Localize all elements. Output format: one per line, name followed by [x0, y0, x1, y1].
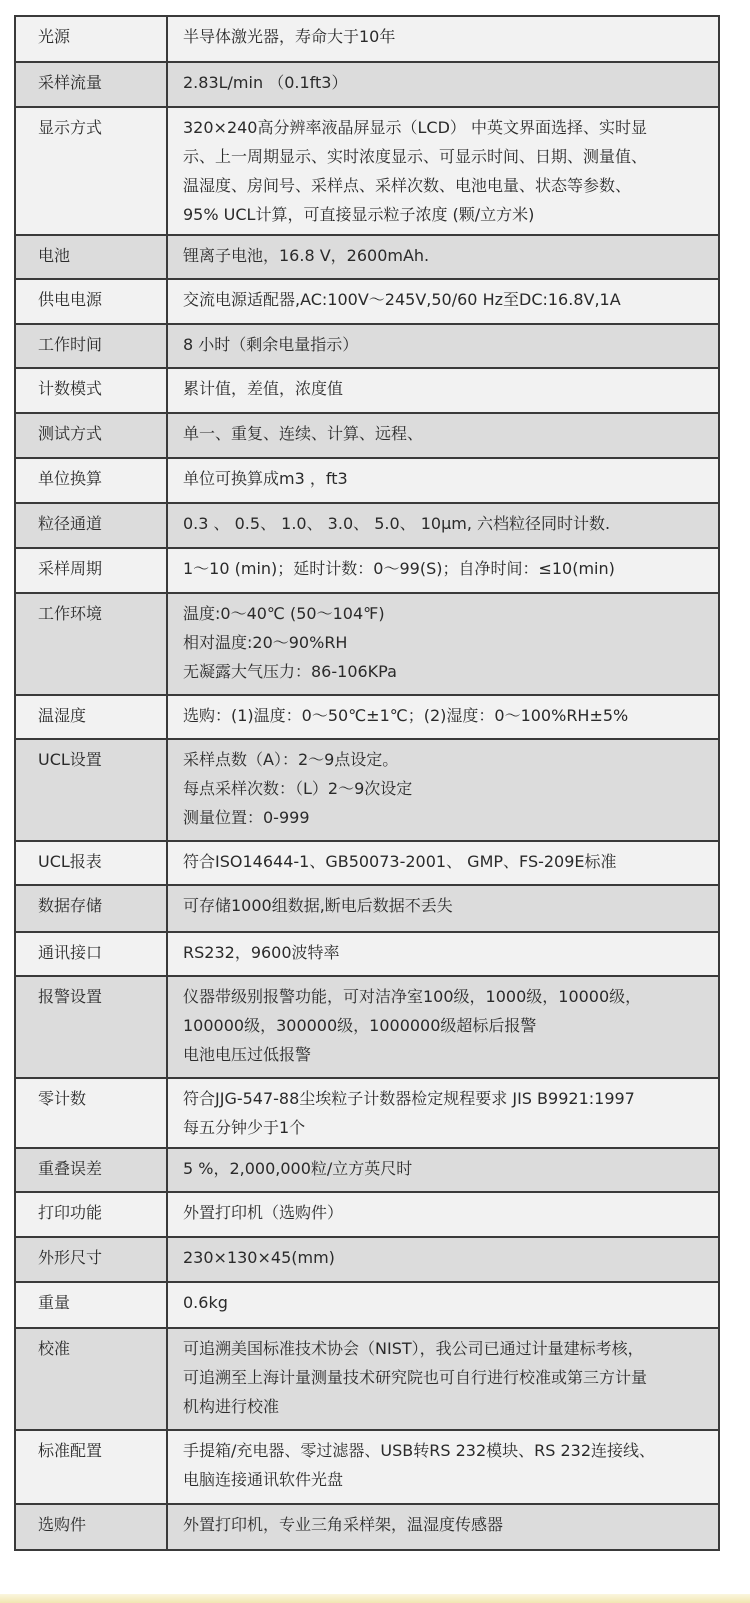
spec-row [15, 324, 719, 368]
spec-value-line: 手提箱/充电器、零过滤器、USB转RS 232模块、RS 232连接线、 [183, 1441, 656, 1460]
spec-label: UCL设置 [15, 739, 167, 841]
spec-label: 标准配置 [15, 1430, 167, 1504]
spec-value-line: 半导体激光器，寿命大于10年 [183, 27, 396, 46]
spec-value [167, 1430, 719, 1504]
spec-value-line: 每点采样次数：（L）2～9次设定 [183, 779, 413, 798]
spec-row [15, 885, 719, 932]
spec-row [15, 1078, 719, 1148]
spec-value-line: 单位可换算成m3 ，ft3 [183, 469, 348, 488]
spec-value-line: RS232，9600波特率 [183, 943, 340, 962]
spec-value [167, 235, 719, 279]
spec-label: 重叠误差 [15, 1148, 167, 1192]
spec-label: 重量 [15, 1282, 167, 1328]
spec-value-line: 电脑连接通讯软件光盘 [183, 1470, 344, 1489]
spec-label: 光源 [15, 16, 167, 62]
spec-value-line: 320×240高分辨率液晶屏显示（LCD） 中英文界面选择、实时显 [183, 118, 647, 137]
spec-row [15, 548, 719, 593]
spec-value [167, 695, 719, 739]
spec-value-line: 外置打印机（选购件） [183, 1203, 344, 1222]
spec-value-line: 2.83L/min （0.1ft3） [183, 73, 348, 92]
spec-value-line: 1～10 (min)；延时计数：0～99(S)；自净时间：≤10(min) [183, 559, 615, 578]
spec-label: 温湿度 [15, 695, 167, 739]
spec-value-line: 5 %，2,000,000粒/立方英尺时 [183, 1159, 413, 1178]
spec-label: 供电电源 [15, 279, 167, 324]
spec-value [167, 1078, 719, 1148]
spec-value-line: 交流电源适配器,AC:100V～245V,50/60 Hz至DC:16.8V,1A [183, 290, 621, 309]
spec-value-line: 可追溯至上海计量测量技术研究院也可自行进行校准或第三方计量 [183, 1368, 648, 1387]
spec-value-line: 单一、重复、连续、计算、远程、 [183, 424, 424, 443]
spec-value [167, 1237, 719, 1282]
spec-row [15, 739, 719, 841]
spec-value [167, 548, 719, 593]
spec-label: 计数模式 [15, 368, 167, 413]
spec-row [15, 1192, 719, 1237]
spec-value-line: 测量位置：0-999 [183, 808, 310, 827]
spec-row [15, 1237, 719, 1282]
spec-value-line: 温度:0～40℃ (50～104℉) [183, 604, 385, 623]
spec-value [167, 932, 719, 976]
spec-row [15, 107, 719, 235]
spec-row [15, 1148, 719, 1192]
spec-value-line: 机构进行校准 [183, 1397, 280, 1416]
spec-value [167, 413, 719, 458]
spec-row [15, 413, 719, 458]
spec-value-line: 符合ISO14644-1、GB50073-2001、 GMP、FS-209E标准 [183, 852, 617, 871]
spec-row [15, 1328, 719, 1430]
spec-value-line: 100000级，300000级，1000000级超标后报警 [183, 1016, 537, 1035]
spec-value-line: 每五分钟少于1个 [183, 1118, 306, 1137]
spec-label: 通讯接口 [15, 932, 167, 976]
spec-value [167, 1192, 719, 1237]
spec-row [15, 235, 719, 279]
spec-label: 粒径通道 [15, 503, 167, 548]
spec-row [15, 1282, 719, 1328]
spec-value [167, 1148, 719, 1192]
spec-label: 打印功能 [15, 1192, 167, 1237]
spec-value-line: 相对温度:20～90%RH [183, 633, 348, 652]
spec-label: 单位换算 [15, 458, 167, 503]
spec-value [167, 739, 719, 841]
spec-label: 校准 [15, 1328, 167, 1430]
spec-row [15, 1430, 719, 1504]
spec-value [167, 593, 719, 695]
spec-label: 报警设置 [15, 976, 167, 1078]
spec-row [15, 458, 719, 503]
spec-value-line: 选购：(1)温度：0～50℃±1℃；(2)湿度：0～100%RH±5% [183, 706, 629, 725]
spec-value-line: 230×130×45(mm) [183, 1248, 335, 1267]
spec-value [167, 1328, 719, 1430]
spec-value [167, 107, 719, 235]
spec-value [167, 324, 719, 368]
spec-row [15, 695, 719, 739]
spec-row [15, 368, 719, 413]
spec-row [15, 503, 719, 548]
spec-value [167, 976, 719, 1078]
spec-row [15, 932, 719, 976]
spec-value [167, 885, 719, 932]
spec-value [167, 458, 719, 503]
spec-label: 数据存储 [15, 885, 167, 932]
spec-value-line: 0.3 、 0.5、 1.0、 3.0、 5.0、 10μm, 六档粒径同时计数. [183, 514, 611, 533]
spec-value-line: 8 小时（剩余电量指示） [183, 335, 359, 354]
spec-row [15, 62, 719, 107]
spec-label: 测试方式 [15, 413, 167, 458]
spec-table [14, 15, 720, 1551]
spec-value [167, 62, 719, 107]
spec-value-line: 示、上一周期显示、实时浓度显示、可显示时间、日期、测量值、 [183, 147, 648, 166]
spec-table-body [15, 16, 719, 1550]
spec-row [15, 279, 719, 324]
spec-value-line: 符合JJG-547-88尘埃粒子计数器检定规程要求 JIS B9921:1997 [183, 1089, 635, 1108]
spec-row [15, 16, 719, 62]
spec-row [15, 1504, 719, 1550]
spec-value [167, 841, 719, 885]
spec-label: 采样周期 [15, 548, 167, 593]
spec-value-line: 电池电压过低报警 [183, 1045, 312, 1064]
spec-label: 工作时间 [15, 324, 167, 368]
spec-value-line: 可追溯美国标准技术协会（NIST），我公司已通过计量建标考核， [183, 1339, 644, 1358]
spec-value [167, 279, 719, 324]
spec-value-line: 仪器带级别报警功能，可对洁净室100级，1000级，10000级， [183, 987, 642, 1006]
spec-label: 显示方式 [15, 107, 167, 235]
bottom-decorative-bar [0, 1594, 750, 1603]
spec-value [167, 1282, 719, 1328]
spec-value [167, 16, 719, 62]
spec-value-line: 外置打印机，专业三角采样架，温湿度传感器 [183, 1515, 504, 1534]
spec-value [167, 368, 719, 413]
spec-value-line: 95% UCL计算，可直接显示粒子浓度 (颗/立方米) [183, 205, 535, 224]
spec-label: 电池 [15, 235, 167, 279]
spec-label: UCL报表 [15, 841, 167, 885]
spec-value-line: 采样点数（A）：2～9点设定。 [183, 750, 399, 769]
spec-value-line: 无凝露大气压力：86-106KPa [183, 662, 397, 681]
spec-value-line: 锂离子电池，16.8 V，2600mAh. [183, 246, 430, 265]
spec-label: 选购件 [15, 1504, 167, 1550]
spec-value [167, 503, 719, 548]
spec-row [15, 593, 719, 695]
spec-row [15, 841, 719, 885]
spec-label: 外形尺寸 [15, 1237, 167, 1282]
spec-row [15, 976, 719, 1078]
spec-value-line: 可存储1000组数据,断电后数据不丢失 [183, 896, 453, 915]
spec-label: 采样流量 [15, 62, 167, 107]
spec-value-line: 温湿度、房间号、采样点、采样次数、电池电量、状态等参数、 [183, 176, 632, 195]
spec-value-line: 0.6kg [183, 1293, 228, 1312]
spec-value [167, 1504, 719, 1550]
spec-label: 零计数 [15, 1078, 167, 1148]
spec-label: 工作环境 [15, 593, 167, 695]
spec-value-line: 累计值，差值，浓度值 [183, 379, 344, 398]
